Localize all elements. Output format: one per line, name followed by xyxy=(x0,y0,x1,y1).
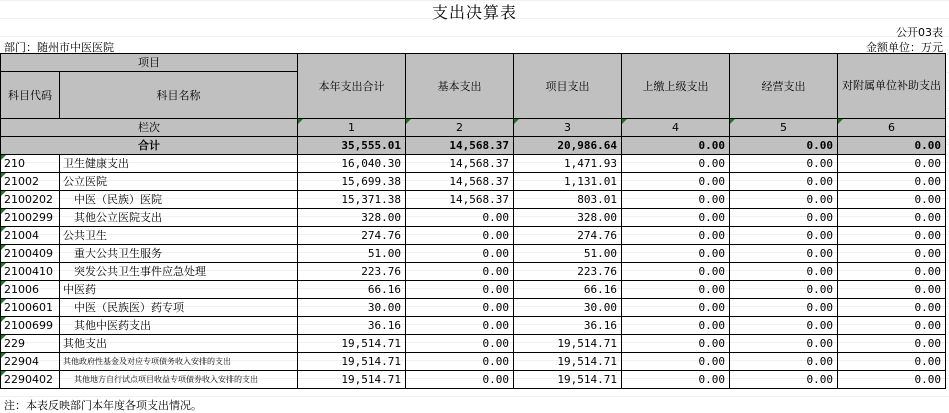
subject-code-cell[interactable]: 2290402 xyxy=(1,371,60,389)
amount-cell[interactable]: 36.16 xyxy=(298,317,406,335)
amount-cell[interactable]: 16,040.30 xyxy=(298,155,406,173)
header-upper[interactable]: 上缴上级支出 xyxy=(622,54,730,119)
subject-name-cell[interactable]: 公共卫生 xyxy=(60,227,298,245)
expenditure-table xyxy=(0,53,946,389)
amount-cell[interactable]: 0.00 xyxy=(406,281,514,299)
amount-cell[interactable]: 1,471.93 xyxy=(514,155,622,173)
amount-cell[interactable]: 19,514.71 xyxy=(514,335,622,353)
amount-cell[interactable]: 51.00 xyxy=(298,245,406,263)
amount-cell[interactable]: 0.00 xyxy=(730,155,838,173)
subject-name-cell[interactable]: 其他公立医院支出 xyxy=(60,209,298,227)
subject-code-cell[interactable]: 210 xyxy=(1,155,60,173)
amount-cell[interactable]: 0.00 xyxy=(838,317,946,335)
amount-cell[interactable]: 0.00 xyxy=(838,263,946,281)
subject-code-cell[interactable]: 22904 xyxy=(1,353,60,371)
amount-cell[interactable]: 803.01 xyxy=(514,191,622,209)
amount-cell[interactable]: 51.00 xyxy=(514,245,622,263)
table-row xyxy=(1,281,946,299)
amount-cell[interactable]: 0.00 xyxy=(730,371,838,389)
amount-cell[interactable]: 0.00 xyxy=(622,173,730,191)
amount-cell[interactable]: 0.00 xyxy=(730,281,838,299)
total-cell[interactable]: 14,568.37 xyxy=(406,137,514,155)
amount-cell[interactable]: 0.00 xyxy=(406,317,514,335)
column-index-cell[interactable]: 4 xyxy=(622,119,730,137)
table-row xyxy=(1,353,946,371)
header-business[interactable]: 经营支出 xyxy=(730,54,838,119)
amount-cell[interactable]: 0.00 xyxy=(622,155,730,173)
amount-cell[interactable]: 0.00 xyxy=(730,335,838,353)
amount-cell[interactable]: 0.00 xyxy=(838,245,946,263)
table-row xyxy=(1,335,946,353)
amount-cell[interactable]: 223.76 xyxy=(514,263,622,281)
header-basic[interactable]: 基本支出 xyxy=(406,54,514,119)
amount-cell[interactable]: 66.16 xyxy=(298,281,406,299)
amount-cell[interactable]: 0.00 xyxy=(730,263,838,281)
amount-cell[interactable]: 0.00 xyxy=(838,371,946,389)
amount-cell[interactable]: 0.00 xyxy=(838,155,946,173)
amount-cell[interactable]: 0.00 xyxy=(730,227,838,245)
subject-name-cell[interactable]: 突发公共卫生事件应急处理 xyxy=(60,263,298,281)
table-row xyxy=(1,209,946,227)
amount-cell[interactable]: 0.00 xyxy=(838,299,946,317)
form-number: 公开03表 xyxy=(896,26,943,39)
header-item[interactable]: 项目 xyxy=(1,54,298,72)
table-row xyxy=(1,263,946,281)
amount-cell[interactable]: 0.00 xyxy=(406,227,514,245)
table-row xyxy=(1,299,946,317)
amount-cell[interactable]: 1,131.01 xyxy=(514,173,622,191)
amount-cell[interactable]: 19,514.71 xyxy=(514,371,622,389)
amount-cell[interactable]: 0.00 xyxy=(622,299,730,317)
column-index-cell[interactable]: 2 xyxy=(406,119,514,137)
subject-code-cell[interactable]: 229 xyxy=(1,335,60,353)
table-row xyxy=(1,173,946,191)
amount-cell[interactable]: 15,371.38 xyxy=(298,191,406,209)
amount-cell[interactable]: 328.00 xyxy=(514,209,622,227)
amount-cell[interactable]: 0.00 xyxy=(838,209,946,227)
subject-code-cell[interactable]: 2100299 xyxy=(1,209,60,227)
amount-cell[interactable]: 19,514.71 xyxy=(298,371,406,389)
subject-code-cell[interactable]: 2100409 xyxy=(1,245,60,263)
amount-cell[interactable]: 274.76 xyxy=(298,227,406,245)
amount-cell[interactable]: 0.00 xyxy=(838,353,946,371)
amount-cell[interactable]: 0.00 xyxy=(838,281,946,299)
subject-name-cell[interactable]: 卫生健康支出 xyxy=(60,155,298,173)
header-name[interactable]: 科目名称 xyxy=(60,72,298,119)
amount-cell[interactable]: 0.00 xyxy=(406,263,514,281)
amount-cell[interactable]: 15,699.38 xyxy=(298,173,406,191)
amount-cell[interactable]: 0.00 xyxy=(622,191,730,209)
table-title: 支出决算表 xyxy=(431,3,517,22)
amount-cell[interactable]: 0.00 xyxy=(730,173,838,191)
amount-cell[interactable]: 0.00 xyxy=(730,209,838,227)
subject-name-cell[interactable]: 其他政府性基金及对应专项债务收入安排的支出 xyxy=(60,353,298,371)
total-cell[interactable]: 35,555.01 xyxy=(298,137,406,155)
amount-cell[interactable]: 0.00 xyxy=(622,281,730,299)
subject-code-cell[interactable]: 21002 xyxy=(1,173,60,191)
header-total[interactable]: 本年支出合计 xyxy=(298,54,406,119)
amount-cell[interactable]: 0.00 xyxy=(406,299,514,317)
subject-name-cell[interactable]: 中医（民族）医院 xyxy=(60,191,298,209)
amount-cell[interactable]: 66.16 xyxy=(514,281,622,299)
amount-cell[interactable]: 0.00 xyxy=(622,335,730,353)
total-row-label[interactable]: 合计 xyxy=(1,137,298,155)
amount-cell[interactable]: 30.00 xyxy=(298,299,406,317)
table-row xyxy=(1,191,946,209)
amount-cell[interactable]: 0.00 xyxy=(406,371,514,389)
subject-name-cell[interactable]: 中医（民族医）药专项 xyxy=(60,299,298,317)
header-project[interactable]: 项目支出 xyxy=(514,54,622,119)
amount-cell[interactable]: 328.00 xyxy=(298,209,406,227)
subject-name-cell[interactable]: 公立医院 xyxy=(60,173,298,191)
subject-name-cell[interactable]: 中医药 xyxy=(60,281,298,299)
amount-cell[interactable]: 0.00 xyxy=(730,317,838,335)
amount-cell[interactable]: 0.00 xyxy=(838,191,946,209)
subject-name-cell[interactable]: 重大公共卫生服务 xyxy=(60,245,298,263)
subject-code-cell[interactable]: 2100699 xyxy=(1,317,60,335)
table-row xyxy=(1,371,946,389)
amount-cell[interactable]: 0.00 xyxy=(838,227,946,245)
header-subsidy[interactable]: 对附属单位补助支出 xyxy=(838,54,946,119)
amount-cell[interactable]: 274.76 xyxy=(514,227,622,245)
subject-code-cell[interactable]: 2100410 xyxy=(1,263,60,281)
amount-cell[interactable]: 0.00 xyxy=(406,209,514,227)
amount-cell[interactable]: 0.00 xyxy=(622,317,730,335)
amount-cell[interactable]: 0.00 xyxy=(406,245,514,263)
total-cell[interactable]: 0.00 xyxy=(838,137,946,155)
subject-code-cell[interactable]: 2100202 xyxy=(1,191,60,209)
total-cell[interactable]: 0.00 xyxy=(730,137,838,155)
amount-cell[interactable]: 14,568.37 xyxy=(406,173,514,191)
column-index-cell[interactable]: 1 xyxy=(298,119,406,137)
table-row xyxy=(1,155,946,173)
amount-cell[interactable]: 0.00 xyxy=(406,353,514,371)
amount-cell[interactable]: 0.00 xyxy=(622,371,730,389)
amount-cell[interactable]: 14,568.37 xyxy=(406,155,514,173)
department-label: 部门：随州市中医医院 xyxy=(4,41,114,54)
amount-cell[interactable]: 19,514.71 xyxy=(298,353,406,371)
footnote: 注：本表反映部门本年度各项支出情况。 xyxy=(4,399,202,412)
amount-cell[interactable]: 19,514.71 xyxy=(298,335,406,353)
amount-cell[interactable]: 0.00 xyxy=(622,245,730,263)
total-cell[interactable]: 0.00 xyxy=(622,137,730,155)
unit-label: 金额单位：万元 xyxy=(866,41,943,54)
subject-code-cell[interactable]: 21006 xyxy=(1,281,60,299)
amount-cell[interactable]: 0.00 xyxy=(622,263,730,281)
amount-cell[interactable]: 0.00 xyxy=(622,209,730,227)
amount-cell[interactable]: 223.76 xyxy=(298,263,406,281)
amount-cell[interactable]: 0.00 xyxy=(622,227,730,245)
amount-cell[interactable]: 0.00 xyxy=(730,245,838,263)
column-index-label[interactable]: 栏次 xyxy=(1,119,298,137)
amount-cell[interactable]: 0.00 xyxy=(406,335,514,353)
table-row xyxy=(1,317,946,335)
subject-name-cell[interactable]: 其他地方自行试点项目收益专项债券收入安排的支出 xyxy=(60,371,298,389)
column-index-cell[interactable]: 3 xyxy=(514,119,622,137)
amount-cell[interactable]: 36.16 xyxy=(514,317,622,335)
amount-cell[interactable]: 0.00 xyxy=(730,299,838,317)
amount-cell[interactable]: 14,568.37 xyxy=(406,191,514,209)
column-index-cell[interactable]: 6 xyxy=(838,119,946,137)
amount-cell[interactable]: 19,514.71 xyxy=(514,353,622,371)
column-index-cell[interactable]: 5 xyxy=(730,119,838,137)
amount-cell[interactable]: 0.00 xyxy=(838,173,946,191)
amount-cell[interactable]: 0.00 xyxy=(622,353,730,371)
total-cell[interactable]: 20,986.64 xyxy=(514,137,622,155)
amount-cell[interactable]: 30.00 xyxy=(514,299,622,317)
amount-cell[interactable]: 0.00 xyxy=(730,191,838,209)
header-code[interactable]: 科目代码 xyxy=(1,72,60,119)
amount-cell[interactable]: 0.00 xyxy=(730,353,838,371)
table-row xyxy=(1,227,946,245)
subject-name-cell[interactable]: 其他中医药支出 xyxy=(60,317,298,335)
table-row xyxy=(1,245,946,263)
amount-cell[interactable]: 0.00 xyxy=(838,335,946,353)
subject-name-cell[interactable]: 其他支出 xyxy=(60,335,298,353)
subject-code-cell[interactable]: 21004 xyxy=(1,227,60,245)
subject-code-cell[interactable]: 2100601 xyxy=(1,299,60,317)
